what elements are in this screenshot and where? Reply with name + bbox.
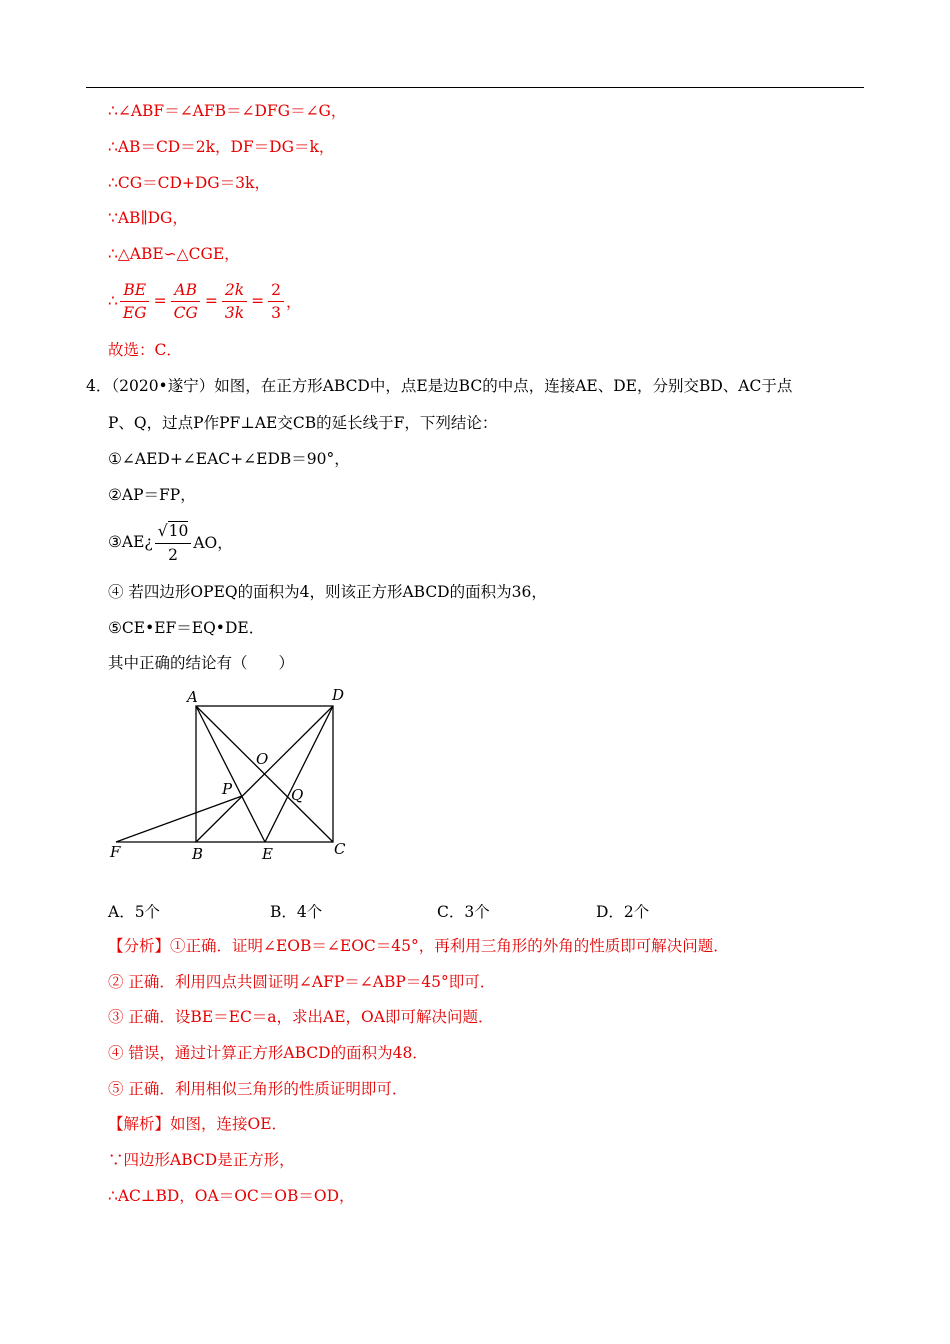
label-p: P	[222, 780, 233, 798]
solution-step-1: ∵四边形ABCD是正方形，	[108, 1151, 295, 1169]
solution-step-2: ∴AC⊥BD，OA＝OC＝OB＝OD，	[108, 1187, 355, 1205]
conclusion-4: ④ 若四边形OPEQ的面积为4，则该正方形ABCD的面积为36，	[108, 583, 547, 601]
solution-line-3: ∴CG＝CD+DG＝3k，	[108, 174, 270, 192]
analysis-2: ② 正确．利用四点共圆证明∠AFP＝∠ABP＝45°即可．	[108, 973, 496, 991]
conclusion-3-prefix: ③AE	[108, 533, 145, 551]
radicand: 10	[168, 521, 189, 540]
option-b[interactable]: B．4个	[270, 903, 323, 921]
analysis-5: ⑤ 正确．利用相似三角形的性质证明即可．	[108, 1080, 408, 1098]
fraction-numerator: 2k	[222, 279, 247, 302]
label-d: D	[332, 686, 345, 704]
label-f: F	[110, 843, 121, 861]
segment-fp	[116, 796, 242, 842]
solution-line-5: ∴△ABE∽△CGE，	[108, 245, 240, 263]
question-prompt: 其中正确的结论有（ ）	[108, 654, 295, 672]
fraction-numerator: 2	[268, 279, 284, 302]
analysis-1: 【分析】①正确．证明∠EOB＝∠EOC＝45°，再利用三角形的外角的性质即可解决问题．	[108, 937, 729, 955]
therefore-symbol: ∴	[108, 292, 118, 310]
label-o: O	[256, 750, 269, 768]
fraction-numerator: BE	[120, 279, 149, 302]
solution-intro: 【解析】如图，连接OE．	[108, 1115, 288, 1133]
conclusion-3-suffix: AO，	[193, 534, 233, 552]
fraction-be-eg	[120, 279, 150, 324]
fraction-ab-cg	[171, 279, 201, 324]
geometry-figure	[100, 680, 360, 865]
equals-sign: =	[251, 292, 265, 310]
fraction-denominator: 2	[168, 545, 178, 564]
fraction-denominator: CG	[173, 303, 198, 322]
conclusion-1: ①∠AED+∠EAC+∠EDB＝90°，	[108, 450, 350, 468]
answer-line: 故选：C．	[108, 341, 182, 359]
label-q: Q	[291, 786, 304, 804]
segment-ae	[196, 706, 265, 842]
analysis-3: ③ 正确．设BE＝EC＝a，求出AE，OA即可解决问题．	[108, 1008, 494, 1026]
fraction-2-3	[268, 279, 284, 324]
conclusion-3-relation: ¿	[144, 533, 153, 551]
header-rule	[86, 87, 864, 88]
option-c[interactable]: C．3个	[437, 903, 490, 921]
fraction-denominator: 3k	[224, 303, 245, 322]
question-stem-line-2: P、Q，过点P作PF⊥AE交CB的延长线于F，下列结论：	[108, 414, 498, 432]
equals-sign: =	[153, 292, 167, 310]
conclusion-5: ⑤CE•EF＝EQ•DE．	[108, 619, 265, 637]
label-c: C	[334, 840, 346, 858]
label-e: E	[262, 845, 273, 863]
solution-line-2: ∴AB＝CD＝2k，DF＝DG＝k，	[108, 138, 335, 156]
fraction-denominator: EG	[122, 303, 147, 322]
conclusion-2: ②AP＝FP，	[108, 486, 196, 504]
fraction-denominator: 3	[271, 303, 281, 322]
solution-line-1: ∴∠ABF＝∠AFB＝∠DFG＝∠G，	[108, 102, 347, 120]
label-b: B	[192, 845, 204, 863]
option-d[interactable]: D．2个	[596, 903, 650, 921]
analysis-4: ④ 错误，通过计算正方形ABCD的面积为48．	[108, 1044, 428, 1062]
segment-de	[265, 706, 333, 842]
sqrt-fraction	[155, 519, 192, 566]
equals-sign: =	[204, 292, 218, 310]
question-stem-line-1: 4．（2020•遂宁）如图，在正方形ABCD中，点E是边BC的中点，连接AE、DE，分别交BD、AC于点	[86, 377, 793, 395]
comma: ，	[285, 293, 302, 311]
label-a: A	[187, 688, 198, 706]
fraction-2k-3k	[222, 279, 247, 324]
conclusion-3	[108, 516, 233, 568]
ratio-equation	[108, 276, 301, 326]
solution-line-4: ∵AB∥DG，	[108, 209, 188, 227]
fraction-numerator: AB	[171, 279, 200, 302]
sqrt-numerator: √10	[155, 519, 192, 544]
option-a[interactable]: A．5个	[108, 903, 161, 921]
